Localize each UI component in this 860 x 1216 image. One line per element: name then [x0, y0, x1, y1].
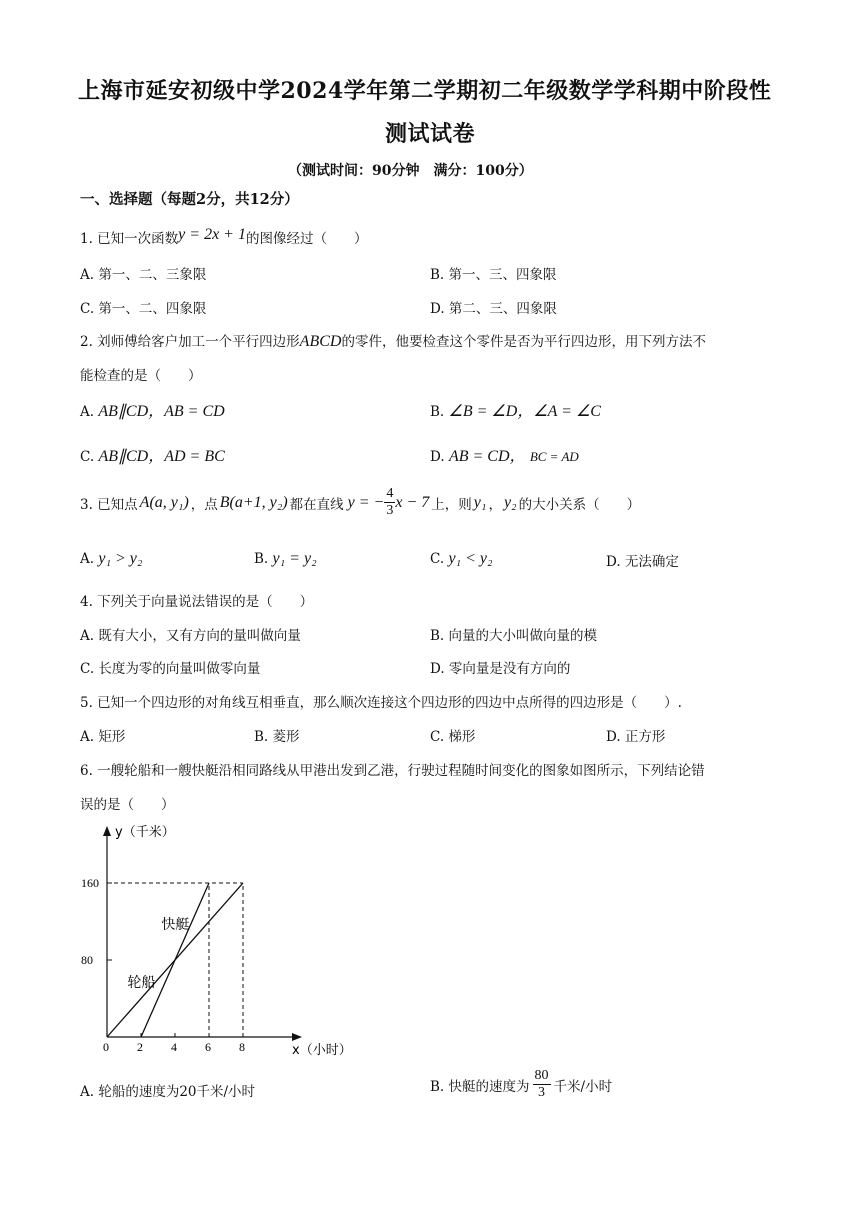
q3-p1: 3. 已知点 — [80, 496, 138, 513]
q3-y2: y₂ — [503, 493, 517, 511]
y-axis-label: y（千米） — [115, 825, 175, 840]
q2-c-label: C. — [80, 449, 95, 465]
q6-b-post: 千米/小时 — [553, 1078, 613, 1095]
q3-option-d: D. 无法确定 — [606, 554, 679, 570]
q4-option-c: C. 长度为零的向量叫做零向量 — [80, 661, 261, 677]
q6-b-fraction — [533, 1068, 551, 1101]
q3-p6: 的大小关系（ ） — [518, 496, 641, 513]
q6-b-num: 80 — [534, 1068, 549, 1083]
q3-y1: y₁ — [473, 493, 487, 511]
q2-d-text: AB = CD， — [448, 448, 526, 465]
q3-p2: ，点 — [190, 496, 218, 513]
q2-line1: 2. 刘师傅给客户加工一个平行四边形 — [80, 334, 300, 350]
q2-b-label: B. — [430, 404, 445, 420]
q6-b-pre: B. 快艇的速度为 — [430, 1078, 530, 1095]
series-label: 轮船 — [127, 974, 156, 991]
q2-b-text: ∠B = ∠D，∠A = ∠C — [448, 403, 601, 420]
question-2-stem-line2: 能检查的是（ ） — [80, 368, 202, 384]
q1-suffix: 的图像经过（ ） — [245, 231, 368, 247]
q2-option-d — [430, 443, 579, 466]
series-label: 快艇 — [161, 917, 190, 934]
q3-point-b: B(a+1, y₂) — [219, 493, 288, 511]
q1-option-b: B. 第一、三、四象限 — [430, 267, 557, 283]
y-tick-label: 160 — [81, 876, 99, 890]
q1-formula: y = 2x + 1 — [178, 226, 246, 243]
q4-option-d: D. 零向量是没有方向的 — [430, 661, 571, 677]
question-2-stem-line1 — [80, 330, 706, 351]
section-heading: 一、选择题（每题2分，共12分） — [80, 191, 299, 208]
x-tick-label: 2 — [137, 1040, 143, 1054]
q3-b-math: y₁ = y₂ — [272, 550, 317, 567]
question-4-stem: 4. 下列关于向量说法错误的是（ ） — [80, 594, 314, 610]
q2-d-text2: BC = AD — [529, 449, 579, 464]
q1-prefix: 1. 已知一次函数 — [80, 231, 179, 247]
q3-p5: ， — [488, 496, 502, 513]
q1-option-c: C. 第一、二、四象限 — [80, 301, 207, 317]
q5-option-a: A. 矩形 — [80, 729, 126, 745]
x-tick-label: 0 — [103, 1040, 109, 1054]
q3-option-c — [430, 550, 493, 568]
question-5-stem: 5. 已知一个四边形的对角线互相垂直，那么顺次连接这个四边形的四边中点所得的四边形是（ ）. — [80, 695, 682, 711]
q2-abcd: ABCD — [299, 333, 342, 350]
q3-frac-den: 3 — [386, 503, 394, 518]
q2-a-label: A. — [80, 404, 95, 420]
q3-a-label: A. — [80, 551, 95, 567]
question-6-stem-line1: 6. 一艘轮船和一艘快艇沿相同路线从甲港出发到乙港，行驶过程随时间变化的图象如图所示，下列结论错 — [80, 763, 705, 779]
question-6-stem-line2: 误的是（ ） — [80, 797, 175, 813]
q6-option-a: A. 轮船的速度为20千米/小时 — [80, 1084, 256, 1100]
page-title-line2: 测试试卷 — [385, 121, 476, 147]
q6-b-den: 3 — [538, 1085, 546, 1100]
series-line-speedboat — [141, 883, 209, 1037]
q2-a-text: AB∥CD，AB = CD — [98, 403, 225, 420]
x-tick-label: 8 — [239, 1040, 245, 1054]
y-tick-label: 80 — [81, 953, 93, 967]
q3-eq-right: x − 7 — [395, 493, 430, 511]
q2-line1b: 的零件，他要检查这个零件是否为平行四边形，用下列方法不 — [341, 334, 706, 350]
q3-c-label: C. — [430, 551, 445, 567]
q6-option-b — [430, 1068, 612, 1101]
x-tick-label: 6 — [205, 1040, 211, 1054]
q2-c-text: AB∥CD，AD = BC — [98, 448, 225, 465]
y-axis-arrow — [103, 826, 111, 836]
q3-p3: 都在直线 — [289, 496, 344, 513]
q5-option-d: D. 正方形 — [606, 729, 666, 745]
page-subtitle: （测试时间：90分钟 满分：100分） — [288, 163, 533, 179]
q5-option-c: C. 梯形 — [430, 729, 476, 745]
q5-option-b: B. 菱形 — [254, 729, 300, 745]
q3-p4: 上，则 — [431, 496, 472, 513]
q3-option-a — [80, 550, 142, 568]
q3-a-math: y₁ > y₂ — [98, 550, 143, 567]
q2-d-label: D. — [430, 449, 445, 465]
q2-option-c — [80, 443, 225, 466]
q4-option-a: A. 既有大小，又有方向的量叫做向量 — [80, 628, 301, 644]
q2-option-b — [430, 398, 601, 421]
q1-option-a: A. 第一、二、三象限 — [80, 267, 207, 283]
distance-time-graph — [78, 818, 368, 1068]
page-title-line1: 上海市延安初级中学2024学年第二学期初二年级数学学科期中阶段性 — [78, 78, 772, 104]
q3-fraction — [384, 486, 395, 519]
q1-option-d: D. 第二、三、四象限 — [430, 301, 557, 317]
q3-eq-left: y = − — [347, 493, 385, 511]
q2-option-a — [80, 398, 225, 421]
q3-c-math: y₁ < y₂ — [448, 550, 493, 567]
q4-option-b: B. 向量的大小叫做向量的模 — [430, 628, 598, 644]
x-axis-label: x（小时） — [292, 1043, 352, 1058]
question-3-stem — [80, 486, 640, 519]
q3-frac-num: 4 — [386, 486, 394, 501]
x-axis-arrow — [292, 1033, 302, 1041]
x-tick-label: 4 — [171, 1040, 177, 1054]
q3-b-label: B. — [254, 551, 269, 567]
question-1-stem — [80, 227, 367, 248]
q3-option-b — [254, 550, 317, 568]
q3-point-a: A(a, y₁) — [139, 493, 189, 511]
